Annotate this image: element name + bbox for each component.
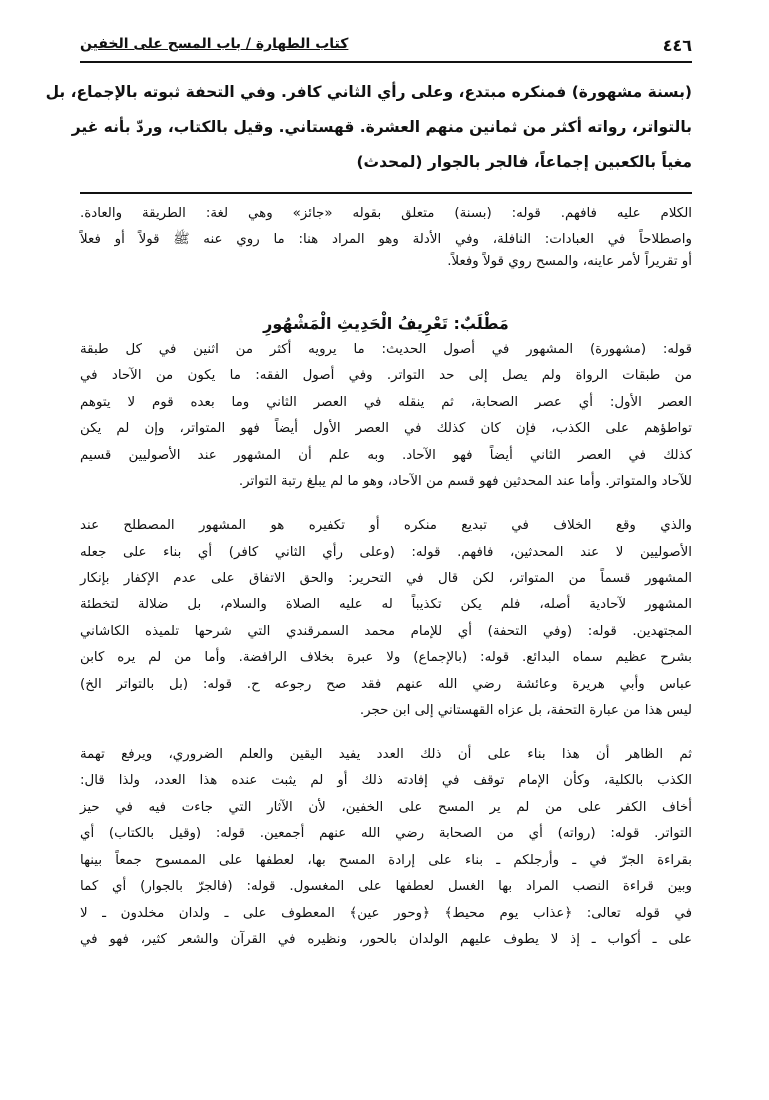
commentary-line: أخاف الكفر على من لم ير المسح على الخفين، لأن الآثار التي جاءت فيه في حيز [80,800,692,815]
section-heading: مَطْلَبٌ: تَعْرِيفُ الْحَدِيثِ الْمَشْهُورِ [263,314,509,333]
commentary-line: على ـ أكواب ـ إذ لا يطوف عليهم الولدان بالحور، ونظيره في القرآن والشعر كثير، فهو في [80,932,692,947]
commentary-line: ليس هذا من عبارة التحفة، بل عزاه القهستاني إلى ابن حجر. [359,703,692,718]
commentary-line: ثم الظاهر أن هذا بناء على أن ذلك العدد يفيد اليقين والعلم الضروري، ويرفع تهمة [80,747,692,762]
commentary-line: المجتهدين. قوله: (وفي التحفة) أي للإمام محمد السمرقندي التي شرحها تلميذه الكاشاني [80,624,692,639]
main-text-line: مغياً بالكعبين إجماعاً، فالجر بالجوار (لمحدث) [356,153,692,171]
page-number: ٤٤٦ [662,36,692,55]
commentary-line: الأصوليين لا عند المحدثين، فافهم. قوله: (وعلى رأي الثاني كافر) أي بناء على جعله [80,545,692,560]
commentary-line: عباس وأبي هريرة وعائشة رضي الله عنهم فقد صح رجوعه ح. قوله: (بل بالتواتر الخ) [80,677,692,692]
commentary-line: للآحاد والمتواتر. وأما عند المحدثين فهو قسم من الآحاد، وهو ما لم يبلغ رتبة التواتر. [238,474,692,489]
commentary-line: من طبقات الرواة ولم يصل إلى حد التواتر. وفي أصول الفقه: ما يكون من الآحاد في [80,368,692,383]
commentary-line: العصر الأول: أي عصر الصحابة، ثم ينقله في العصر الثاني وما بعده قوم لا يتوهم [80,395,692,410]
separator-rule [80,192,692,194]
commentary-line: بشرح عظيم سماه البدائع. قوله: (بالإجماع) ولا عبرة بخلاف الرافضة. وأما من لم يره كابن [80,650,692,665]
header-rule [80,61,692,63]
commentary-line: التواتر. قوله: (رواته) أي من الصحابة رضي الله عنهم أجمعين. قوله: (وقيل بالكتاب) أي [80,826,692,841]
commentary-line: كذلك في العصر الثاني أيضاً فهو الآحاد. وبه علم أن المشهور عند الأصوليين قسيم [80,448,692,463]
commentary-line: الكلام عليه فافهم. قوله: (بسنة) متعلق بقوله «جائز» وهي لغة: الطريقة والعادة. [80,206,692,221]
commentary-line: المشهور لآحادية أصله، فلم يكن تكذيباً له عليه الصلاة والسلام، بل ضلالة لتخطئة [80,597,692,612]
commentary-line: بقراءة الجرّ في ـ وأرجلكم ـ بناء على إرادة المسح بها، لعطفها على الممسوح جمعاً بينها [80,853,692,868]
running-title: كتاب الطهارة / باب المسح على الخفين [80,36,349,52]
commentary-line: في قوله تعالى: ﴿عذاب يوم محيط﴾ ﴿وحور عين﴾ المعطوف على ـ ولدان مخلدون ـ لا [80,906,692,921]
commentary-line: واصطلاحاً في العبادات: النافلة، وفي الأدلة وهو المراد هنا: ما روي عنه ﷺ قولاً أو فعلاً [80,232,692,247]
commentary-line: أو تقريراً لأمر عاينه، والمسح روي قولاً وفعلاً. [447,254,692,269]
commentary-line: والذي وقع الخلاف في تبديع منكره أو تكفيره هو المشهور المصطلح عند [80,518,692,533]
commentary-line: وبين قراءة النصب المراد بها الغسل لعطفها على المغسول. قوله: (فالجرّ بالجوار) أي كما [80,879,692,894]
commentary-line: تواطؤهم على الكذب، فإن كان كذلك في العصر الأول أيضاً فهو المتواتر، وإن لم يكن [80,421,692,436]
main-text-line: (بسنة مشهورة) فمنكره مبتدع، وعلى رأي الثاني كافر. وفي التحفة ثبوته بالإجماع، بل [45,83,692,101]
commentary-line: الكذب بالكلية، وكأن الإمام توقف في إفادته ذلك أو لم يثبت عنده هذا العدد، ولذا قال: [80,773,692,788]
running-header [80,34,692,60]
main-text-line: بالتواتر، رواته أكثر من ثمانين منهم العشرة. قهستاني. وقيل بالكتاب، وردّ بأنه غير [71,118,692,136]
commentary-line: قوله: (مشهورة) المشهور في أصول الحديث: ما يرويه أكثر من اثنين في كل طبقة [80,342,692,357]
commentary-line: المشهور قسماً من المتواتر، لكن قال في التحرير: والحق الاتفاق على عدم الإكفار بإنكار [80,571,692,586]
